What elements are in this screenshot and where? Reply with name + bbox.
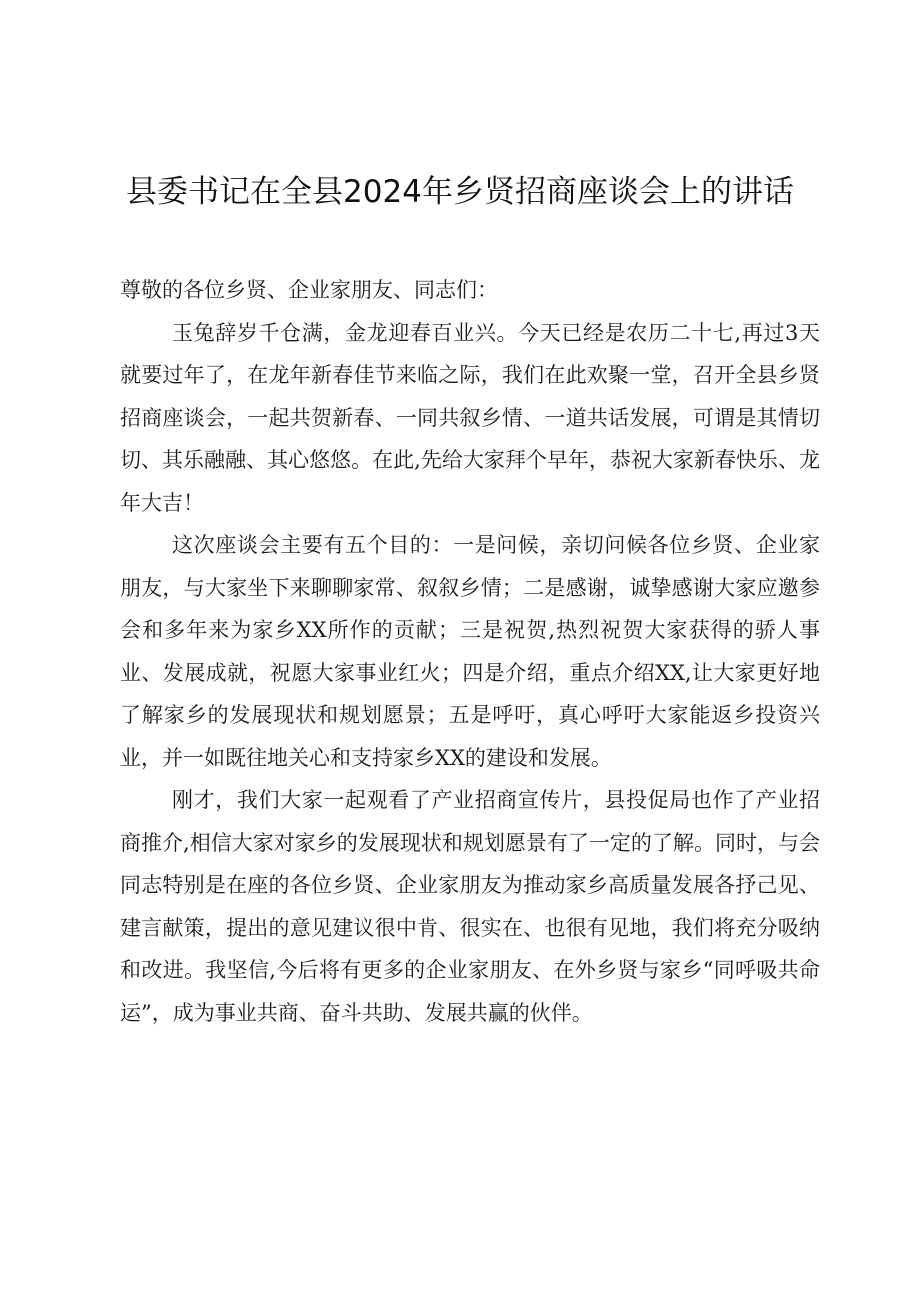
salutation: 尊敬的各位乡贤、企业家朋友、同志们： [120,278,498,302]
paragraph-conclusion: 刚才，我们大家一起观看了产业招商宣传片，县投促局也作了产业招商推介,相信大家对家乡的发展现状和规划愿景有了一定的了解。同时，与会同志特别是在座的各位乡贤、企业家朋友为推动家乡高质量发展各抒己见、建言献策，提出的意见建议很中肯、很实在、也很有见地，我们将充分吸纳和改进。我坚信,今后将有更多的企业家朋友、在外乡贤与家乡“同呼吸共命运”，成为事业共商、奋斗共助、发展共赢的伙伴。 [120,788,820,1025]
paragraph-greeting: 玉兔辞岁千仓满，金龙迎春百业兴。今天已经是农历二十七,再过3天就要过年了，在龙年新春佳节来临之际，我们在此欢聚一堂，召开全县乡贤招商座谈会，一起共贺新春、一同共叙乡情、一道共话发展，可谓是其情切切、其乐融融、其心悠悠。在此,先给大家拜个早年，恭祝大家新春快乐、龙年大吉！ [120,320,820,515]
paragraph-purposes: 这次座谈会主要有五个目的：一是问候，亲切问候各位乡贤、企业家朋友，与大家坐下来聊聊家常、叙叙乡情；二是感谢，诚挚感谢大家应邀参会和多年来为家乡XX所作的贡献；三是祝贺,热烈祝贺大家获得的骄人事业、发展成就，祝愿大家事业红火；四是介绍，重点介绍XX,让大家更好地了解家乡的发展现状和规划愿景；五是呼吁，真心呼吁大家能返乡投资兴业，并一如既往地关心和支持家乡XX的建设和发展。 [120,533,820,770]
document-title: 县委书记在全县2024年乡贤招商座谈会上的讲话 [126,174,794,210]
document-body [120,269,820,1034]
